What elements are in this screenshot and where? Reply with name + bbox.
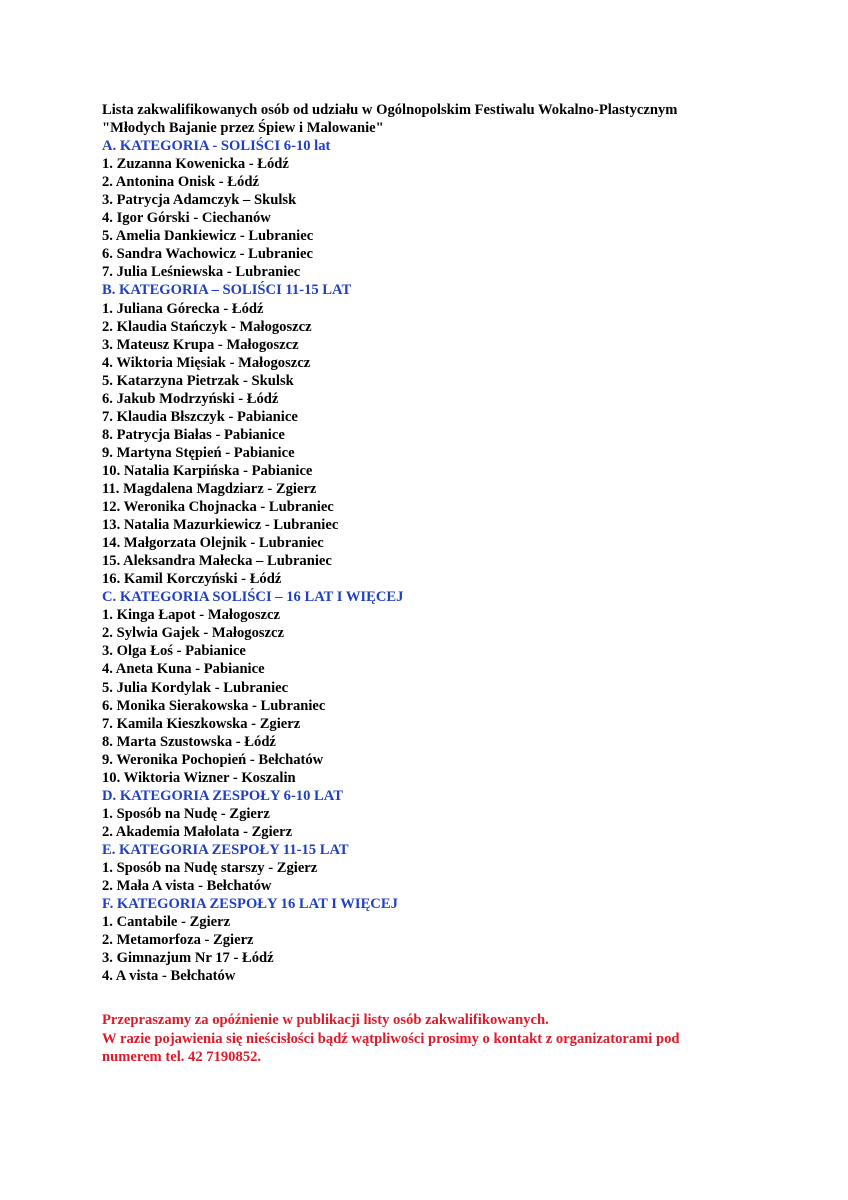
list-item: 1. Cantabile - Zgierz: [102, 914, 231, 931]
list-item: 3. Patrycja Adamczyk – Skulsk: [102, 192, 297, 209]
notice-block: [102, 1011, 802, 1067]
list-item: 4. Aneta Kuna - Pabianice: [102, 661, 265, 678]
list-item: 1. Sposób na Nudę starszy - Zgierz: [102, 859, 318, 876]
list-item: 3. Mateusz Krupa - Małogoszcz: [102, 336, 299, 353]
category-heading: E. KATEGORIA ZESPOŁY 11-15 LAT: [102, 841, 349, 858]
list-item: 9. Weronika Pochopień - Bełchatów: [102, 751, 324, 768]
notice-line-3: numerem tel. 42 7190852.: [102, 1049, 262, 1066]
list-item: 6. Monika Sierakowska - Lubraniec: [102, 697, 326, 714]
category-heading: B. KATEGORIA – SOLIŚCI 11-15 LAT: [102, 282, 352, 299]
category-section: [102, 895, 802, 985]
category-section: [102, 588, 802, 787]
list-item: 3. Gimnazjum Nr 17 - Łódź: [102, 950, 274, 967]
category-section: [102, 281, 802, 588]
category-heading: C. KATEGORIA SOLIŚCI – 16 LAT I WIĘCEJ: [102, 589, 404, 606]
list-item: 5. Katarzyna Pietrzak - Skulsk: [102, 372, 294, 389]
list-item: 8. Marta Szustowska - Łódź: [102, 733, 276, 750]
category-heading: A. KATEGORIA - SOLIŚCI 6-10 lat: [102, 138, 331, 155]
list-item: 10. Natalia Karpińska - Pabianice: [102, 462, 313, 479]
list-item: 6. Jakub Modrzyński - Łódź: [102, 390, 279, 407]
list-item: 2. Klaudia Stańczyk - Małogoszcz: [102, 318, 312, 335]
list-item: 2. Antonina Onisk - Łódź: [102, 174, 259, 191]
list-item: 7. Kamila Kieszkowska - Zgierz: [102, 715, 301, 732]
list-item: 2. Akademia Małolata - Zgierz: [102, 823, 293, 840]
document-page: [102, 101, 802, 1067]
list-item: 1. Zuzanna Kowenicka - Łódź: [102, 156, 289, 173]
list-item: 7. Klaudia Błszczyk - Pabianice: [102, 408, 298, 425]
list-item: 1. Kinga Łapot - Małogoszcz: [102, 607, 280, 624]
category-section: [102, 787, 802, 841]
list-item: 2. Mała A vista - Bełchatów: [102, 878, 272, 895]
list-item: 2. Metamorfoza - Zgierz: [102, 932, 254, 949]
document-title-line-1: Lista zakwalifikowanych osób od udziału w Ogólnopolskim Festiwalu Wokalno-Plastycznym: [102, 102, 678, 118]
list-item: 1. Sposób na Nudę - Zgierz: [102, 805, 270, 822]
list-item: 12. Weronika Chojnacka - Lubraniec: [102, 499, 334, 516]
list-item: 4. Wiktoria Mięsiak - Małogoszcz: [102, 354, 311, 371]
category-section: [102, 841, 802, 895]
list-item: 6. Sandra Wachowicz - Lubraniec: [102, 246, 313, 263]
category-section: [102, 137, 802, 281]
list-item: 10. Wiktoria Wizner - Koszalin: [102, 769, 296, 786]
list-item: 2. Sylwia Gajek - Małogoszcz: [102, 625, 284, 642]
list-item: 9. Martyna Stępień - Pabianice: [102, 444, 295, 461]
list-item: 7. Julia Leśniewska - Lubraniec: [102, 264, 301, 281]
list-item: 4. Igor Górski - Ciechanów: [102, 210, 271, 227]
list-item: 5. Julia Kordylak - Lubraniec: [102, 679, 289, 696]
notice-line-2: W razie pojawienia się nieścisłości bądź wątpliwości prosimy o kontakt z organizatorami pod: [102, 1030, 680, 1047]
list-item: 11. Magdalena Magdziarz - Zgierz: [102, 480, 317, 497]
list-item: 16. Kamil Korczyński - Łódź: [102, 571, 282, 588]
list-item: 8. Patrycja Białas - Pabianice: [102, 426, 285, 443]
list-item: 1. Juliana Górecka - Łódź: [102, 300, 264, 317]
list-item: 4. A vista - Bełchatów: [102, 968, 236, 985]
list-item: 5. Amelia Dankiewicz - Lubraniec: [102, 228, 314, 245]
category-heading: F. KATEGORIA ZESPOŁY 16 LAT I WIĘCEJ: [102, 896, 398, 913]
list-item: 3. Olga Łoś - Pabianice: [102, 643, 246, 660]
list-item: 15. Aleksandra Małecka – Lubraniec: [102, 553, 332, 570]
notice-line-1: Przepraszamy za opóźnienie w publikacji listy osób zakwalifikowanych.: [102, 1012, 549, 1029]
category-heading: D. KATEGORIA ZESPOŁY 6-10 LAT: [102, 787, 343, 804]
category-list: [102, 137, 802, 985]
document-title-line-2: "Młodych Bajanie przez Śpiew i Malowanie": [102, 120, 384, 137]
list-item: 13. Natalia Mazurkiewicz - Lubraniec: [102, 517, 339, 534]
list-item: 14. Małgorzata Olejnik - Lubraniec: [102, 535, 324, 552]
